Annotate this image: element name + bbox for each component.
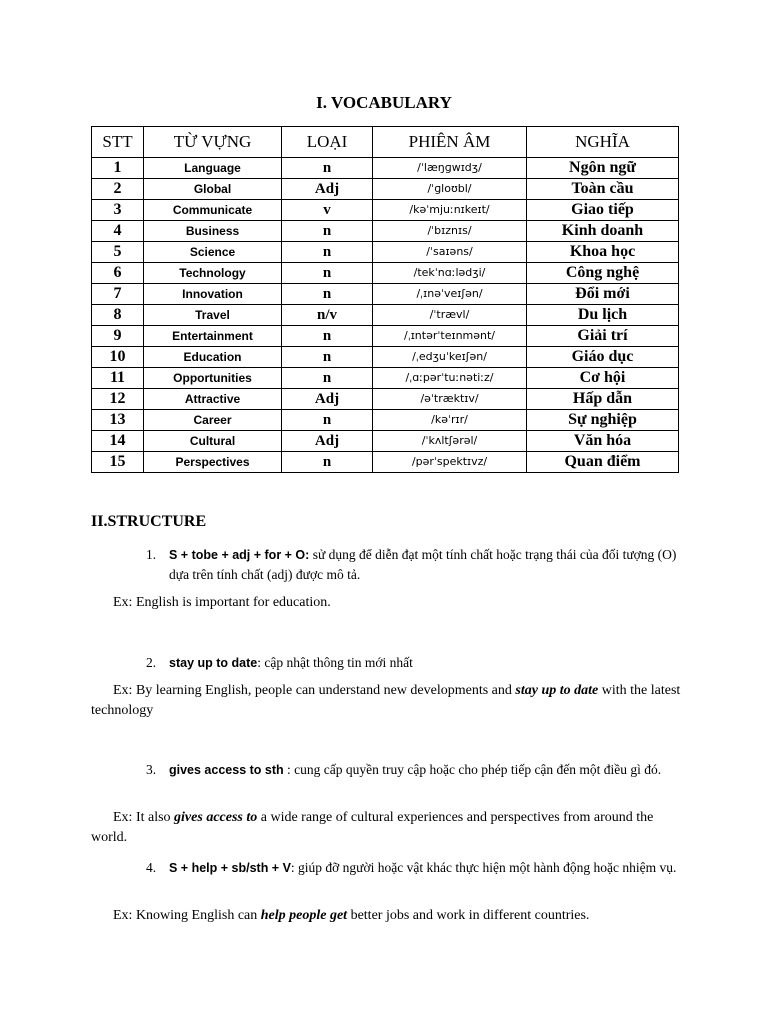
row-ipa: /ˈkʌltʃərəl/ bbox=[373, 431, 527, 452]
row-word: Entertainment bbox=[144, 326, 282, 347]
structure-explanation: : cập nhật thông tin mới nhất bbox=[257, 655, 413, 670]
row-type: Adj bbox=[282, 179, 373, 200]
structure-example bbox=[91, 593, 681, 613]
row-number: 12 bbox=[92, 389, 144, 410]
row-word: Science bbox=[144, 242, 282, 263]
row-meaning: Sự nghiệp bbox=[527, 410, 679, 431]
row-type: n bbox=[282, 326, 373, 347]
row-ipa: /ˈbɪznɪs/ bbox=[373, 221, 527, 242]
table-row bbox=[92, 263, 679, 284]
row-ipa: /ˈlæŋɡwɪdʒ/ bbox=[373, 158, 527, 179]
row-type: n bbox=[282, 452, 373, 473]
row-meaning: Toàn cầu bbox=[527, 179, 679, 200]
header-type: LOẠI bbox=[282, 127, 373, 158]
row-number: 6 bbox=[92, 263, 144, 284]
row-ipa: /ˈsaɪəns/ bbox=[373, 242, 527, 263]
row-word: Communicate bbox=[144, 200, 282, 221]
row-word: Technology bbox=[144, 263, 282, 284]
header-word: TỪ VỰNG bbox=[144, 127, 282, 158]
row-type: n bbox=[282, 410, 373, 431]
structure-item bbox=[146, 760, 686, 780]
structure-explanation: : cung cấp quyền truy cập hoặc cho phép tiếp cận đến một điều gì đó. bbox=[283, 762, 662, 777]
example-highlight: gives access to bbox=[174, 810, 258, 825]
row-number: 9 bbox=[92, 326, 144, 347]
structure-item bbox=[146, 653, 686, 673]
table-row bbox=[92, 410, 679, 431]
row-meaning: Cơ hội bbox=[527, 368, 679, 389]
row-type: n bbox=[282, 158, 373, 179]
table-row bbox=[92, 158, 679, 179]
row-meaning: Giải trí bbox=[527, 326, 679, 347]
structure-explanation: : giúp đỡ người hoặc vật khác thực hiện một hành động hoặc nhiệm vụ. bbox=[290, 860, 677, 875]
row-number: 7 bbox=[92, 284, 144, 305]
row-number: 10 bbox=[92, 347, 144, 368]
row-number: 3 bbox=[92, 200, 144, 221]
example-text-start: Ex: It also bbox=[113, 810, 175, 825]
row-meaning: Kinh doanh bbox=[527, 221, 679, 242]
row-ipa: /tekˈnɑːlədʒi/ bbox=[373, 263, 527, 284]
row-meaning: Công nghệ bbox=[527, 263, 679, 284]
table-row bbox=[92, 347, 679, 368]
example-highlight: stay up to date bbox=[515, 683, 599, 698]
example-text-start: Ex: English is important for education. bbox=[113, 595, 331, 610]
structure-title: II.STRUCTURE bbox=[91, 513, 207, 530]
row-type: n bbox=[282, 221, 373, 242]
table-row bbox=[92, 431, 679, 452]
row-meaning: Giáo dục bbox=[527, 347, 679, 368]
structure-pattern: S + help + sb/sth + V bbox=[169, 861, 291, 875]
table-row bbox=[92, 221, 679, 242]
row-number: 4 bbox=[92, 221, 144, 242]
structure-example bbox=[91, 808, 681, 848]
row-number: 8 bbox=[92, 305, 144, 326]
row-type: n/v bbox=[282, 305, 373, 326]
row-ipa: /ˈtrævl/ bbox=[373, 305, 527, 326]
table-body bbox=[92, 158, 679, 473]
table-row bbox=[92, 389, 679, 410]
row-word: Attractive bbox=[144, 389, 282, 410]
row-ipa: /ˌɪntərˈteɪnmənt/ bbox=[373, 326, 527, 347]
row-word: Perspectives bbox=[144, 452, 282, 473]
row-word: Career bbox=[144, 410, 282, 431]
table-row bbox=[92, 284, 679, 305]
row-ipa: /ˌɑːpərˈtuːnətiːz/ bbox=[373, 368, 527, 389]
row-type: n bbox=[282, 263, 373, 284]
row-type: n bbox=[282, 368, 373, 389]
structure-item-number: 4. bbox=[146, 860, 157, 875]
row-type: n bbox=[282, 284, 373, 305]
row-word: Language bbox=[144, 158, 282, 179]
row-word: Cultural bbox=[144, 431, 282, 452]
example-highlight: help people get bbox=[260, 908, 348, 923]
row-number: 5 bbox=[92, 242, 144, 263]
row-word: Global bbox=[144, 179, 282, 200]
structure-item-number: 2. bbox=[146, 655, 157, 670]
row-ipa: /ˈɡloʊbl/ bbox=[373, 179, 527, 200]
structure-item-number: 1. bbox=[146, 547, 157, 562]
structure-pattern: gives access to sth bbox=[169, 763, 284, 777]
table-row bbox=[92, 242, 679, 263]
row-number: 15 bbox=[92, 452, 144, 473]
structure-example bbox=[91, 681, 681, 721]
row-meaning: Khoa học bbox=[527, 242, 679, 263]
row-meaning: Đổi mới bbox=[527, 284, 679, 305]
structure-example bbox=[91, 906, 681, 926]
row-meaning: Ngôn ngữ bbox=[527, 158, 679, 179]
table-row bbox=[92, 452, 679, 473]
row-number: 11 bbox=[92, 368, 144, 389]
structure-pattern: stay up to date bbox=[169, 656, 258, 670]
example-text-end: better jobs and work in different countries. bbox=[347, 908, 590, 923]
table-header-row bbox=[92, 127, 679, 158]
row-word: Opportunities bbox=[144, 368, 282, 389]
structure-explanation: sử dụng để diễn đạt một tính chất hoặc trạng thái của đối tượng (O) dựa trên tính chất (adj) được mô tả. bbox=[169, 547, 677, 582]
structure-item bbox=[146, 545, 686, 585]
header-meaning: NGHĨA bbox=[527, 127, 679, 158]
structure-pattern: S + tobe + adj + for + O: bbox=[169, 548, 310, 562]
table-row bbox=[92, 200, 679, 221]
row-ipa: /pərˈspektɪvz/ bbox=[373, 452, 527, 473]
row-number: 2 bbox=[92, 179, 144, 200]
header-stt: STT bbox=[92, 127, 144, 158]
row-ipa: /kəˈmjuːnɪkeɪt/ bbox=[373, 200, 527, 221]
table-row bbox=[92, 179, 679, 200]
structure-item-number: 3. bbox=[146, 762, 157, 777]
header-ipa: PHIÊN ÂM bbox=[373, 127, 527, 158]
row-meaning: Du lịch bbox=[527, 305, 679, 326]
vocabulary-title: I. VOCABULARY bbox=[316, 93, 452, 112]
structure-item bbox=[146, 858, 686, 878]
row-type: Adj bbox=[282, 389, 373, 410]
row-word: Innovation bbox=[144, 284, 282, 305]
row-word: Business bbox=[144, 221, 282, 242]
row-ipa: /kəˈrɪr/ bbox=[373, 410, 527, 431]
table-row bbox=[92, 305, 679, 326]
example-text-start: Ex: By learning English, people can understand new developments and bbox=[113, 683, 516, 698]
row-meaning: Hấp dẫn bbox=[527, 389, 679, 410]
row-number: 13 bbox=[92, 410, 144, 431]
row-type: Adj bbox=[282, 431, 373, 452]
row-number: 1 bbox=[92, 158, 144, 179]
row-meaning: Giao tiếp bbox=[527, 200, 679, 221]
table-row bbox=[92, 368, 679, 389]
row-word: Education bbox=[144, 347, 282, 368]
row-type: n bbox=[282, 347, 373, 368]
table-row bbox=[92, 326, 679, 347]
example-text-start: Ex: Knowing English can bbox=[113, 908, 261, 923]
row-meaning: Quan điểm bbox=[527, 452, 679, 473]
row-word: Travel bbox=[144, 305, 282, 326]
example-text-end: a wide range of cultural experiences and perspectives from around the world. bbox=[91, 810, 654, 845]
row-type: v bbox=[282, 200, 373, 221]
example-text-end: with the latest technology bbox=[91, 683, 681, 718]
vocabulary-table bbox=[91, 126, 679, 473]
row-number: 14 bbox=[92, 431, 144, 452]
row-meaning: Văn hóa bbox=[527, 431, 679, 452]
row-ipa: /ˌɪnəˈveɪʃən/ bbox=[373, 284, 527, 305]
row-ipa: /əˈtræktɪv/ bbox=[373, 389, 527, 410]
row-ipa: /ˌedʒuˈkeɪʃən/ bbox=[373, 347, 527, 368]
row-type: n bbox=[282, 242, 373, 263]
